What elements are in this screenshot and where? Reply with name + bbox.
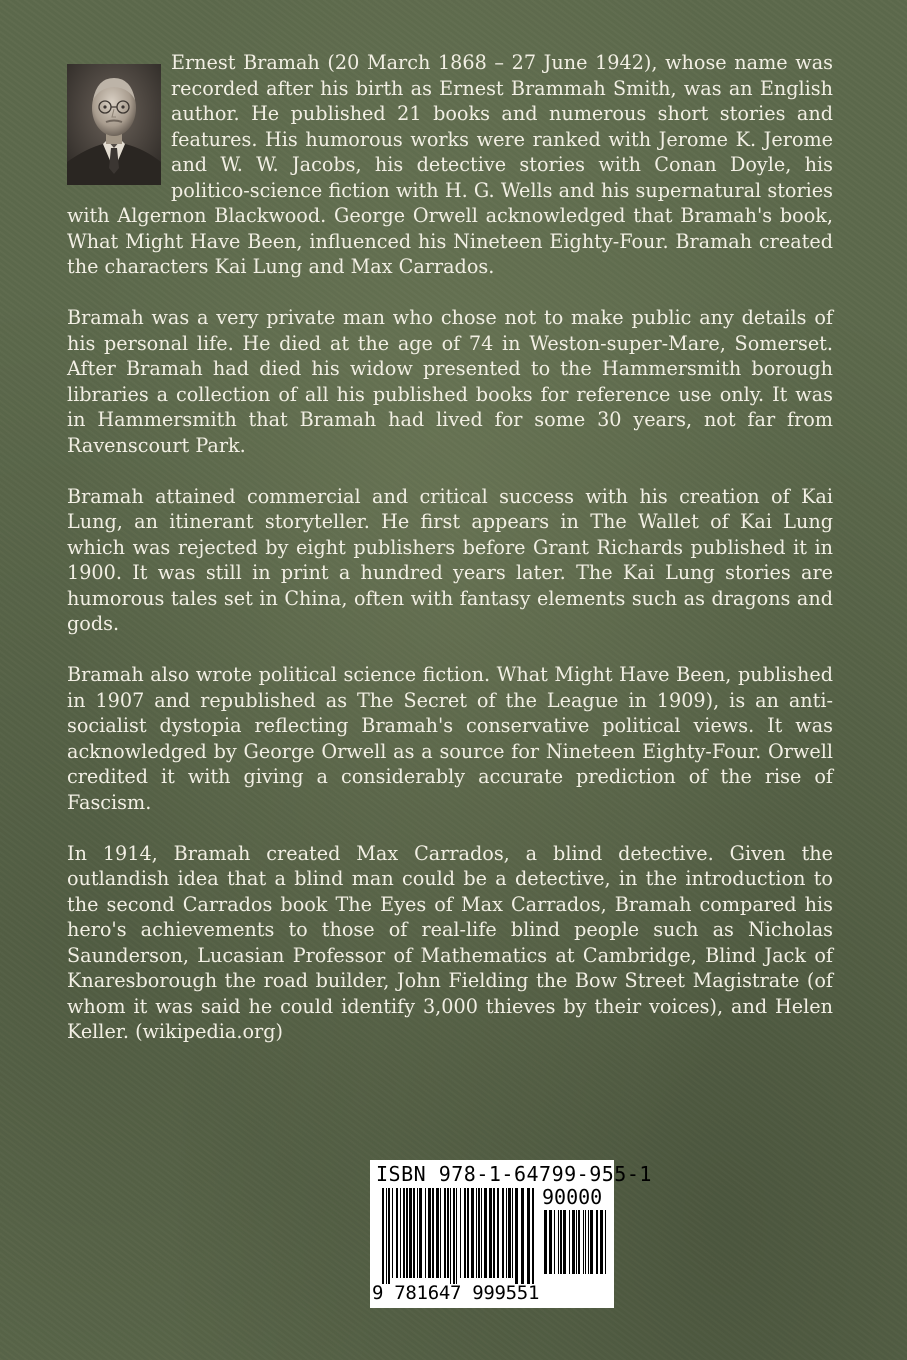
barcode-bar	[560, 1210, 562, 1274]
barcode-bar	[436, 1188, 439, 1278]
barcode-bar	[467, 1188, 469, 1278]
barcode-bar	[425, 1188, 426, 1278]
barcode-bar	[450, 1188, 451, 1284]
barcode-bar	[532, 1188, 534, 1284]
ean-digits: 9 781647 999551	[372, 1282, 540, 1304]
barcode-bar	[521, 1188, 524, 1284]
barcode-bar	[493, 1188, 495, 1278]
barcode-bar	[403, 1188, 405, 1278]
barcode-bar	[471, 1188, 474, 1278]
barcode-bar	[572, 1210, 575, 1274]
barcode-bar	[527, 1188, 530, 1284]
barcode-bar	[600, 1210, 603, 1274]
barcode-bar	[544, 1210, 547, 1274]
barcode-bar	[382, 1188, 384, 1284]
barcode-bar	[515, 1188, 518, 1284]
barcode-bar	[481, 1188, 482, 1278]
bio-paragraph-5: In 1914, Bramah created Max Carrados, a blind detective. Given the outlandish idea that a blind man could be a detective, in the introduction to the second Carrados book The Eyes of Max Carrados, Bramah compared his hero's achievements to those of real-life blind people such as Nicholas Saunderson, Lucasian Professor of Mathematics at Cambridge, Blind Jack of Knaresborough the road builder, John Fielding the Bow Street Magistrate (of whom it was said he could identify 3,000 thieves by their voices), and Helen Keller. (wikipedia.org)	[67, 841, 833, 1043]
barcode-bar	[409, 1188, 412, 1278]
barcode-bar	[456, 1188, 457, 1284]
isbn-label: ISBN 978-1-64799-955-1	[376, 1162, 652, 1186]
barcode-bar	[569, 1210, 570, 1274]
barcode-bar	[554, 1210, 555, 1274]
barcode-bar	[558, 1210, 559, 1274]
addon-bars	[544, 1210, 606, 1280]
barcode-bar	[549, 1210, 552, 1274]
barcode-bar	[596, 1210, 598, 1274]
barcode-bar	[396, 1188, 398, 1278]
barcode-bar	[460, 1188, 461, 1278]
author-biography	[67, 50, 833, 1070]
barcode-bar	[447, 1188, 449, 1278]
barcode-bar	[502, 1188, 504, 1278]
barcode-bar	[386, 1188, 387, 1284]
price-code: 90000	[542, 1185, 603, 1209]
bio-paragraph-2: Bramah was a very private man who chose not to make public any details of his personal life. He died at the age of 74 in Weston-super-Mare, Somerset. After Bramah had died his widow presented to the Hammersmith borough libraries a collection of all his published books for reference use only. It was in Hammersmith that Bramah had lived for some 30 years, not far from Ravenscourt Park.	[67, 306, 833, 457]
barcode-bar	[563, 1210, 566, 1274]
bio-paragraph-4: Bramah also wrote political science fiction. What Might Have Been, published in 1907 and republished as The Secret of the League in 1909), is an anti-socialist dystopia reflecting Bramah's conservative political views. It was acknowledged by George Orwell as a source for Nineteen Eighty-Four. Orwell credited it with giving a considerably accurate prediction of the rise of Fascism.	[67, 663, 833, 814]
barcode-bar	[578, 1210, 580, 1274]
barcode-bar	[588, 1210, 589, 1274]
barcode-bar	[506, 1188, 507, 1278]
barcode-bar	[392, 1188, 393, 1278]
ean-bars	[382, 1188, 534, 1284]
barcode-bar	[590, 1210, 593, 1274]
barcode-bar	[497, 1188, 499, 1278]
barcode-bar	[419, 1188, 422, 1278]
barcode-bar	[478, 1188, 480, 1278]
barcode-bar	[428, 1188, 431, 1278]
barcode-bar	[508, 1188, 511, 1278]
barcode-bar	[476, 1188, 477, 1278]
barcode-bar	[583, 1210, 584, 1274]
barcode-bar	[400, 1188, 401, 1278]
barcode-bar	[444, 1188, 446, 1278]
barcode-bar	[585, 1210, 586, 1274]
barcode-bar	[440, 1188, 441, 1278]
barcode-bar	[453, 1188, 455, 1284]
barcode-bar	[388, 1188, 390, 1284]
barcode-bar	[605, 1210, 606, 1274]
author-portrait	[67, 64, 161, 185]
bio-paragraph-3: Bramah attained commercial and critical success with his creation of Kai Lung, an itinerant storyteller. He first appears in The Wallet of Kai Lung which was rejected by eight publishers before Grant Richards published it in 1900. It was still in print a hundred years later. The Kai Lung stories are humorous tales set in China, often with fantasy elements such as dragons and gods.	[67, 484, 833, 635]
barcode-bar	[512, 1188, 513, 1278]
barcode-bar	[576, 1210, 577, 1274]
bio-paragraph-1: Ernest Bramah (20 March 1868 – 27 June 1942), whose name was recorded after his birth as Ernest Brammah Smith, was an English author. He published 21 books and numerous short stories and features. His humorous works were ranked with Jerome K. Jerome and W. W. Jacobs, his detective stories with Conan Doyle, his politico-science fiction with H. G. Wells and his supernatural stories with Algernon Blackwood. George Orwell acknowledged that Bramah's book, What Might Have Been, influenced his Nineteen Eighty-Four. Bramah created the characters Kai Lung and Max Carrados.	[67, 51, 833, 278]
barcode-bar	[489, 1188, 492, 1278]
barcode-bar	[432, 1188, 434, 1278]
barcode-bar	[406, 1188, 408, 1278]
barcode-bar	[464, 1188, 466, 1278]
barcode-bar	[484, 1188, 487, 1278]
barcode-bar	[413, 1188, 415, 1278]
isbn-barcode	[370, 1160, 652, 1308]
barcode-bar	[417, 1188, 418, 1278]
